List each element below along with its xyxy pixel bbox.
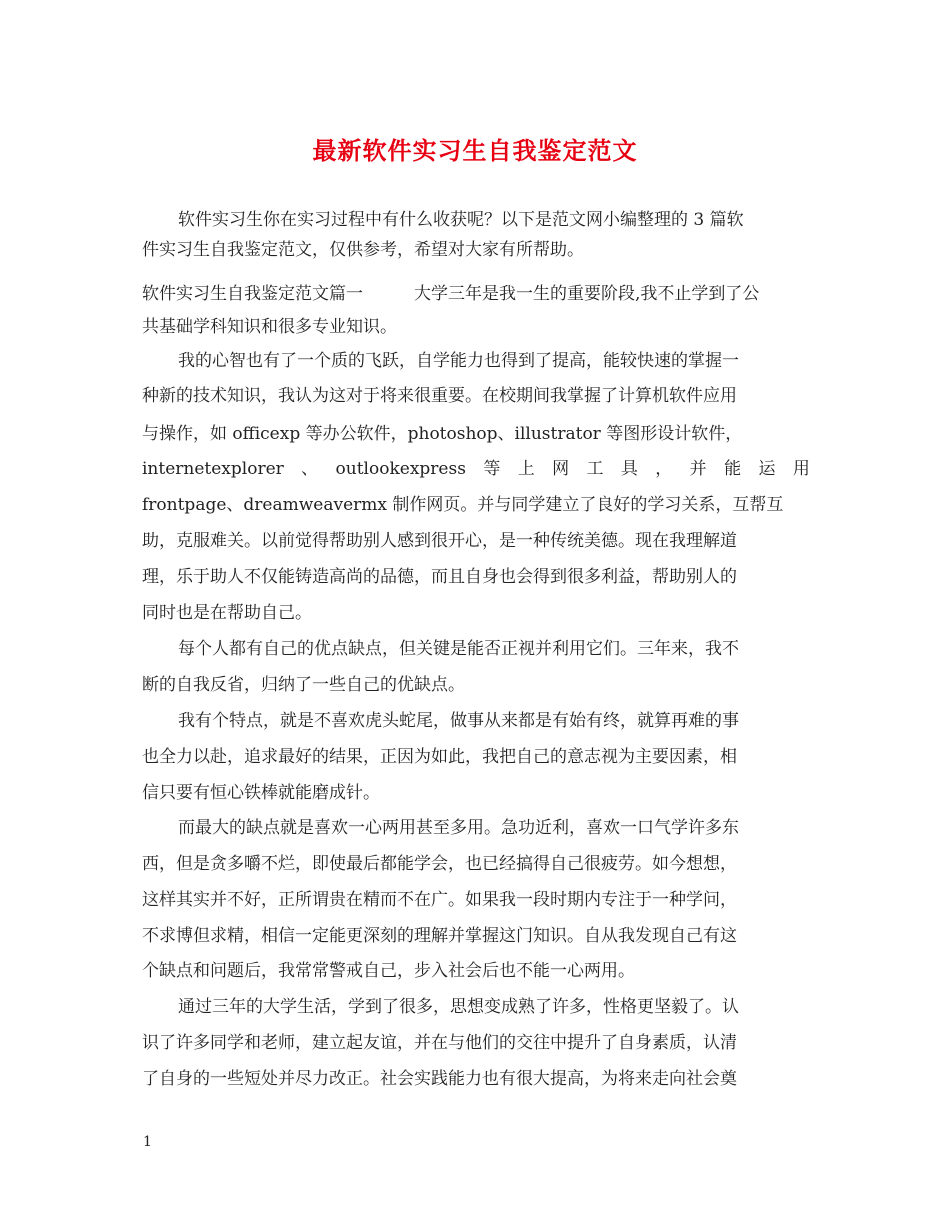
- word: outlookexpress: [335, 459, 466, 479]
- word: 并: [689, 459, 707, 479]
- word: 网: [552, 459, 570, 479]
- word: 具: [620, 459, 638, 479]
- text-line: 种新的技术知识，我认为这对于将来很重要。在校期间我掌握了计算机软件应用: [142, 386, 737, 406]
- word: 运: [758, 459, 776, 479]
- text-line: 每个人都有自己的优点缺点，但关键是能否正视并利用它们。三年来，我不: [178, 639, 739, 659]
- text-line: 信只要有恒心铁棒就能磨成针。: [142, 783, 380, 803]
- text-line: 而最大的缺点就是喜欢一心两用甚至多用。急功近利，喜欢一口气学许多东: [178, 818, 739, 838]
- page-title: 最新软件实习生自我鉴定范文: [312, 137, 638, 165]
- text-line: 西，但是贪多嚼不烂，即使最后都能学会，也已经搞得自己很疲劳。如今想想，: [142, 854, 737, 874]
- text-line: 不求博但求精，相信一定能更深刻的理解并掌握这门知识。自从我发现自己有这: [142, 926, 737, 946]
- word: ，: [655, 459, 673, 479]
- spaced-text-line: [142, 458, 810, 480]
- text-line: 我的心智也有了一个质的飞跃，自学能力也得到了提高，能较快速的掌握一: [178, 351, 739, 371]
- text-line: 同时也是在帮助自己。: [142, 603, 312, 623]
- text-line: 断的自我反省，归纳了一些自己的优缺点。: [142, 675, 465, 695]
- text-line: 件实习生自我鉴定范文，仅供参考，希望对大家有所帮助。: [142, 240, 584, 260]
- text-line: 个缺点和问题后，我常常警戒自己，步入社会后也不能一心两用。: [142, 961, 635, 981]
- word: 能: [724, 459, 742, 479]
- word: 用: [792, 459, 810, 479]
- text-line: 软件实习生你在实习过程中有什么收获呢？以下是范文网小编整理的 3 篇软: [178, 210, 744, 230]
- text-line: 我有个特点，就是不喜欢虎头蛇尾，做事从来都是有始有终，就算再难的事: [178, 711, 739, 731]
- text-line: 理，乐于助人不仅能铸造高尚的品德，而且自身也会得到很多利益，帮助别人的: [142, 567, 737, 587]
- text-line: 通过三年的大学生活，学到了很多，思想变成熟了许多，性格更坚毅了。认: [178, 997, 739, 1017]
- word: 等: [483, 459, 501, 479]
- text-line: 软件实习生自我鉴定范文篇一 大学三年是我一生的重要阶段,我不止学到了公: [142, 284, 760, 304]
- text-line: 共基础学科知识和很多专业知识。: [142, 317, 397, 337]
- text-line: 与操作，如 officexp 等办公软件，photoshop、illustrator 等图形设计软件，: [142, 424, 743, 444]
- page-number: 1: [143, 1134, 152, 1150]
- text-line: 了自身的一些短处并尽力改正。社会实践能力也有很大提高，为将来走向社会奠: [142, 1069, 737, 1089]
- word: 上: [517, 459, 535, 479]
- text-line: 也全力以赴，追求最好的结果，正因为如此，我把自己的意志视为主要因素，相: [142, 747, 737, 767]
- word: 、: [301, 459, 319, 479]
- text-line: 助，克服难关。以前觉得帮助别人感到很开心，是一种传统美德。现在我理解道: [142, 531, 737, 551]
- word: 工: [586, 459, 604, 479]
- text-line: frontpage、dreamweavermx 制作网页。并与同学建立了良好的学习关系，互帮互: [142, 495, 784, 515]
- text-line: 这样其实并不好，正所谓贵在精而不在广。如果我一段时期内专注于一种学问，: [142, 890, 737, 910]
- text-line: 识了许多同学和老师，建立起友谊，并在与他们的交往中提升了自身素质，认清: [142, 1033, 737, 1053]
- word: internetexplorer: [142, 459, 284, 479]
